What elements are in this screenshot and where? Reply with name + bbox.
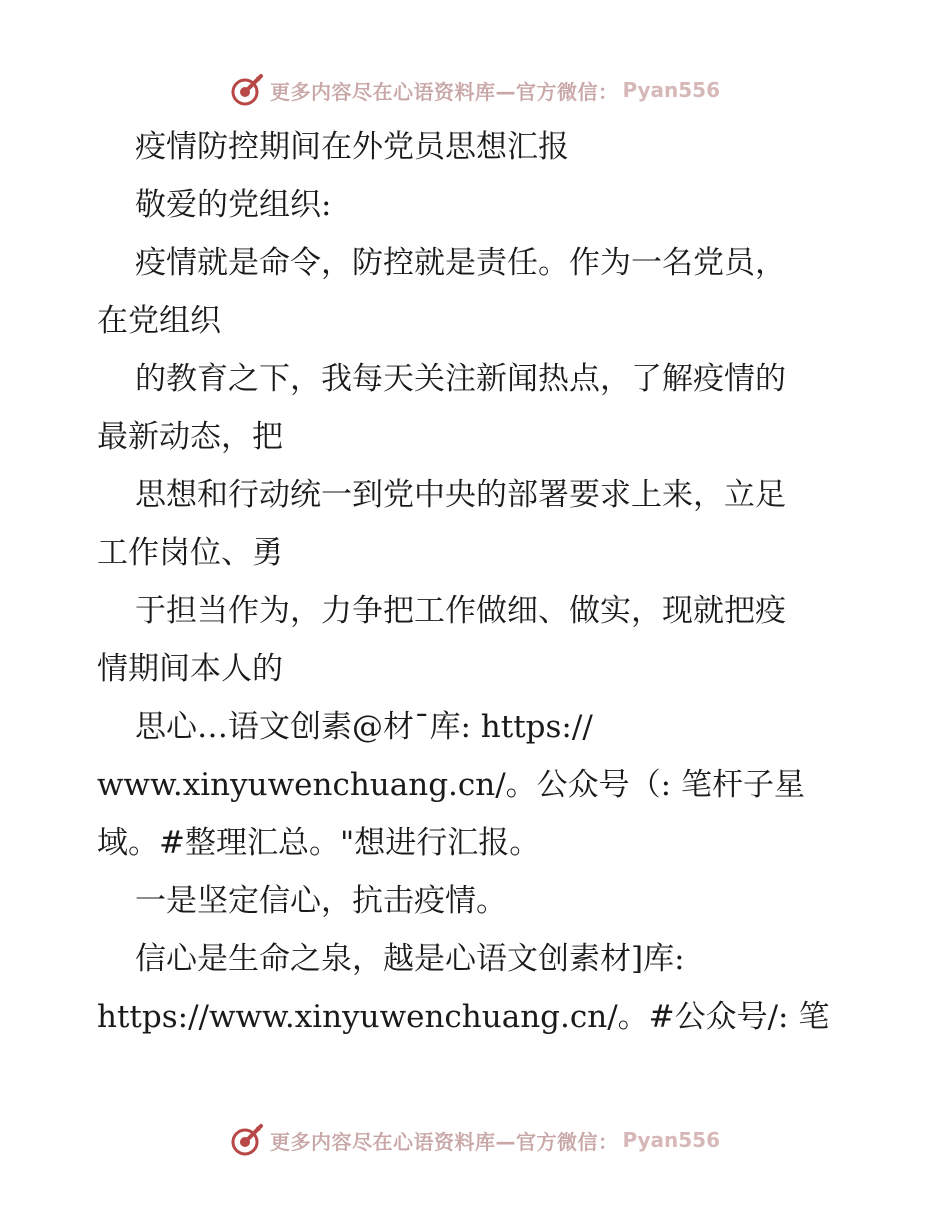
banner-text: 更多内容尽在心语资料库—官方微信： — [269, 1129, 619, 1154]
banner-wechat-id: Pyan556 — [622, 1128, 721, 1152]
text-line: 思心…语文创素@材¯库: https:// — [135, 709, 593, 745]
text-line: 工作岗位、勇 — [97, 535, 283, 571]
text-line: https://www.xinyuwenchuang.cn/。#公众号/: 笔 — [97, 999, 830, 1035]
text-line: www.xinyuwenchuang.cn/。公众号（: 笔杆子星 — [97, 767, 805, 803]
banner-wechat-id: Pyan556 — [622, 78, 721, 102]
text-line: 最新动态，把 — [97, 419, 283, 455]
text-line: 思想和行动统一到党中央的部署要求上来，立足 — [135, 477, 786, 513]
text-line: 疫情就是命令，防控就是责任。作为一名党员， — [135, 245, 786, 281]
pen-logo-icon — [230, 73, 264, 107]
footer-banner — [0, 1120, 950, 1160]
text-line: 信心是生命之泉，越是心语文创素材]库: — [135, 941, 685, 977]
banner-text: 更多内容尽在心语资料库—官方微信： — [269, 79, 619, 104]
text-line: 于担当作为，力争把工作做细、做实，现就把疫 — [135, 593, 786, 629]
pen-logo-icon — [230, 1123, 264, 1157]
document-body — [97, 118, 857, 1046]
text-line: 疫情防控期间在外党员思想汇报 — [135, 129, 569, 165]
header-banner — [0, 70, 950, 110]
text-line: 在党组织 — [97, 303, 221, 339]
text-line: 一是坚定信心，抗击疫情。 — [135, 883, 507, 919]
text-line: 敬爱的党组织: — [135, 187, 332, 223]
text-line: 的教育之下，我每天关注新闻热点，了解疫情的 — [135, 361, 786, 397]
text-line: 域。#整理汇总。"想进行汇报。 — [97, 825, 541, 861]
text-line: 情期间本人的 — [97, 651, 283, 687]
